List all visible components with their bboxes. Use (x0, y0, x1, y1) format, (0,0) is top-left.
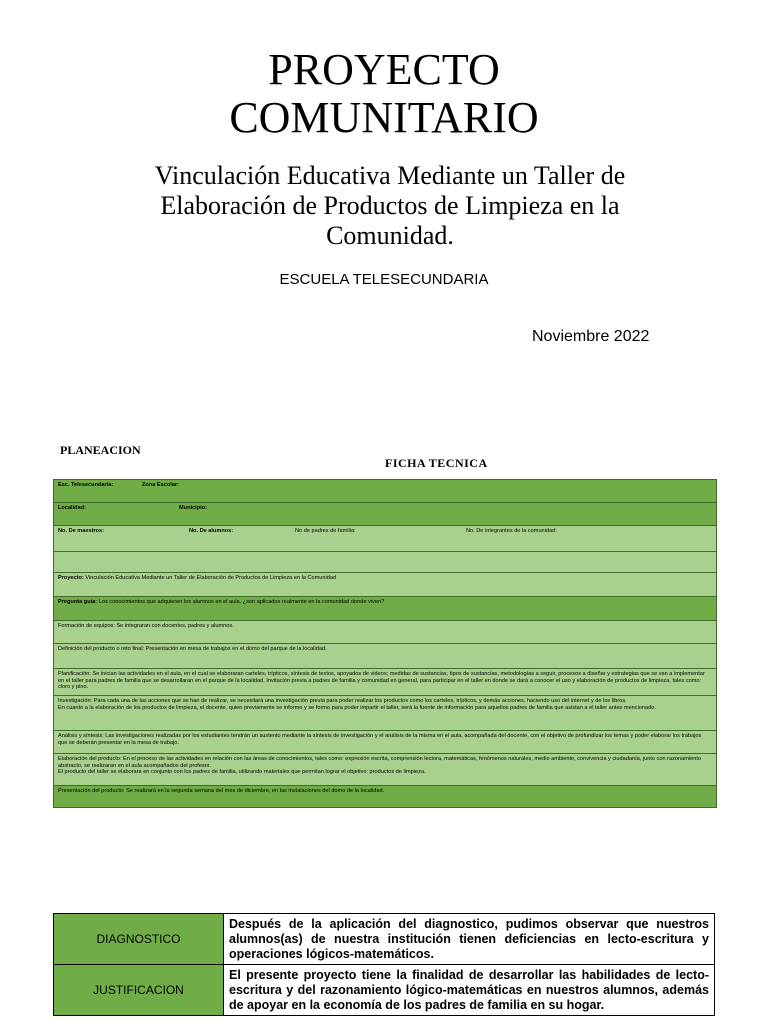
esc-label: Esc. Telesecundaria: (58, 482, 114, 488)
zona-label: Zona Escolar: (142, 482, 179, 488)
row-escuela (54, 480, 716, 503)
presentacion-text: Presentación del producto: Se realizará en la segunda semana del mes de diciembre, en las instalaciones del domo de la localidad. (58, 788, 385, 794)
school-name: ESCUELA TELESECUNDARIA (279, 271, 489, 288)
investigacion-text-2: En cuanto a la elaboración de los productos de limpieza, el docente, quien previamente se informo y se formo para poder impartir el taller, será la fuente de información para aquellos padres de familia que asistan a el taller antes mencionado. (58, 704, 656, 711)
diagnostico-row (54, 914, 715, 965)
ficha-tecnica-table (53, 479, 717, 808)
padres-label: No de padres de familia: (295, 528, 356, 534)
maestros-label: No. De maestros: (58, 528, 105, 534)
formacion-text: Formación de equipos: Se integraran con docentes, padres y alumnos. (58, 623, 234, 629)
alumnos-label: No. De alumnos: (189, 528, 234, 534)
section-ficha-tecnica: FICHA TECNICA (385, 456, 488, 470)
elaboracion-text-1: Elaboración del producto: En el proceso de las actividades en relación con las áreas de conocimientos, tales como: expresión escrita, comprensión lectora, matemáticas, fenómenos naturales, medio ambiente, convivencia y ciudadanía, junto con razonamiento abstracto, se realizaran en el aula acompañados del profesor. (58, 756, 702, 769)
proyecto-text: Vinculación Educativa Mediante un Taller de Elaboración de Productos de Limpieza en la Comunidad (83, 575, 337, 581)
proyecto-label: Proyecto: (58, 575, 84, 581)
justificacion-label: JUSTIFICACION (54, 965, 224, 1016)
row-elaboracion (54, 754, 716, 786)
investigacion-text-1: Investigación: Para cada una de las acciones que se han de realizar, se necesitará una investigación previa para poder realizar los productos como los carteles, trípticos, y demás acciones, haciendo uso del internet y de los libros. (58, 698, 627, 704)
row-localidad (54, 503, 716, 526)
row-analisis (54, 731, 716, 754)
analisis-text: Análisis y síntesis: Las investigaciones realizadas por los estudiantes tendrán un sustento mediante la síntesis de investigación y el análisis de la misma en el aula, acompañada del docente, con el objetivo de profundizar los temas y poder elaborar los trabajos que se deberán presentar en la mesa de trabajo. (58, 733, 702, 746)
localidad-label: Localidad: (58, 505, 86, 511)
row-definicion (54, 644, 716, 669)
diagnostico-text: Después de la aplicación del diagnostico, pudimos observar que nuestros alumnos(as) de nuestra institución tienen deficiencias en lecto-escritura y operaciones lógicos-matemáticos. (224, 914, 715, 965)
row-planificacion (54, 669, 716, 696)
section-planeacion: PLANEACION (60, 443, 141, 457)
planificacion-text: Planificación: Se inician las actividades en el aula, en el cual se elaboraran carteles, trípticos, síntesis de textos, apoyados de videos; medidas de sustancias, tipos de sustancias, metodologías a seguir, procesos a diseñar y estrategias que se van a implementar en el taller para padres de familia que se desarrollaran en el parque de la localidad. Invitación previa a padres de familia y comunidad en general, para participar en el taller en donde se dará a conocer el uso y elaboración de productos de limpieza, tales como: cloro y pino. (58, 671, 705, 691)
elaboracion-text-2: El producto del taller se elaborara en conjunto con los padres de familia, utilizando materiales que permitan lograr el objetivo: productos de limpieza. (58, 769, 426, 776)
justificacion-row (54, 965, 715, 1016)
title-line-2: COMUNITARIO (229, 93, 539, 142)
document-date: Noviembre 2022 (532, 328, 650, 345)
integrantes-label: No. De integrantes de la comunidad: (466, 528, 557, 534)
row-proyecto (54, 573, 716, 597)
document-title (0, 46, 768, 142)
row-empty (54, 552, 716, 573)
pregunta-label: Pregunta guía: (58, 599, 98, 605)
row-presentacion (54, 786, 716, 808)
diagnostico-table (53, 913, 715, 1016)
row-pregunta-guia (54, 597, 716, 621)
row-formacion (54, 621, 716, 644)
title-line-1: PROYECTO (268, 45, 500, 94)
row-investigacion (54, 696, 716, 731)
pregunta-text: Los conocimientos que adquieren los alumnos en el aula, ¿son aplicados realmente en la comunidad donde viven? (97, 599, 385, 605)
diagnostico-label: DIAGNOSTICO (54, 914, 224, 965)
justificacion-text: El presente proyecto tiene la finalidad de desarrollar las habilidades de lecto-escritura y del razonamiento lógico-matemáticas en nuestros alumnos, además de apoyar en la economía de los padres de familia en su hogar. (224, 965, 715, 1016)
municipio-label: Municipio: (179, 505, 207, 511)
definicion-text: Definición del producto o reto final: Presentación en mesa de trabajos en el domo del parque de la localidad. (58, 646, 327, 652)
document-subtitle: Vinculación Educativa Mediante un Taller de Elaboración de Productos de Limpieza en la Comunidad. (154, 161, 626, 250)
row-conteos (54, 526, 716, 552)
